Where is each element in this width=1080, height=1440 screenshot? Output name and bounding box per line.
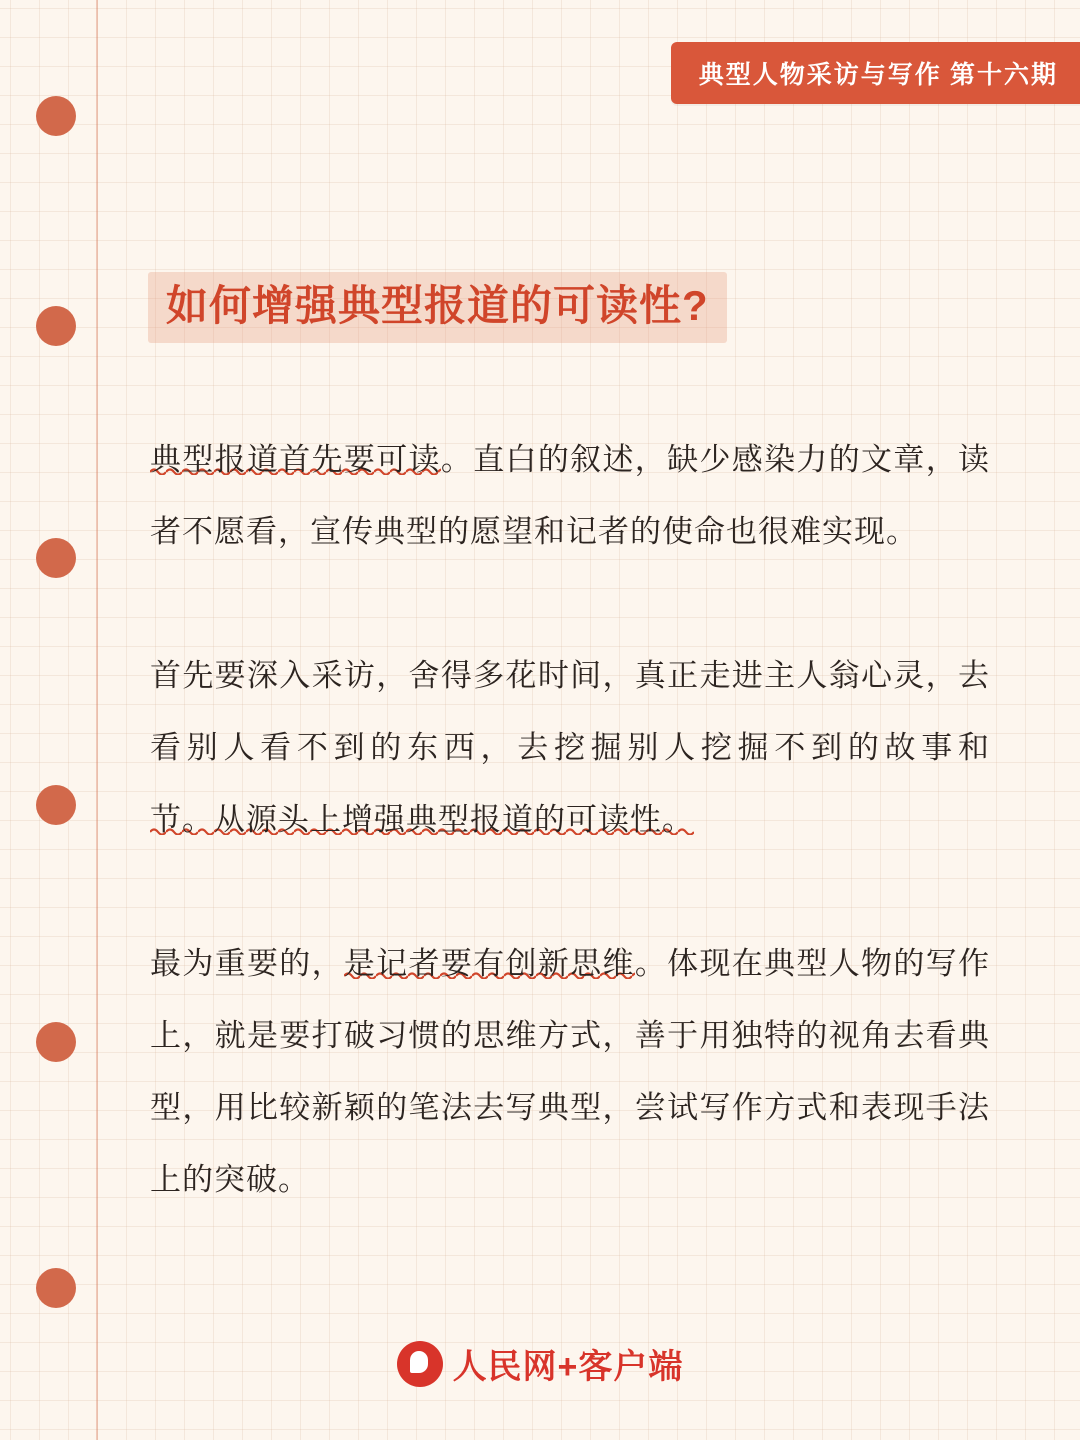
series-badge: 典型人物采访与写作 第十六期 [671,42,1080,104]
paragraph-1-rest: 。直白的叙述，缺少感染力的文章，读者不愿看，宣传典型的愿望和记者的使命也很难实现。 [150,442,991,549]
page-title [148,272,727,343]
speech-bubble-icon [397,1341,443,1387]
paragraph-3-lead: 最为重要的， [150,946,344,981]
binder-dot [36,306,76,346]
footer-brand [0,1339,1080,1388]
binder-dot [36,1022,76,1062]
binder-dots [0,0,96,1440]
paragraph-3 [150,928,990,1216]
emphasis-phrase: 节。从源头上增强典型报道的可读性。 [150,802,694,837]
margin-rule [96,0,98,1440]
binder-dot [36,785,76,825]
binder-dot [36,1268,76,1308]
emphasis-phrase: 典型报道首先要可读 [150,442,441,477]
page-title-text: 如何增强典型报道的可读性? [166,282,709,329]
paragraph-3-rest: 。体现在典型人物的写作上，就是要打破习惯的思维方式，善于用独特的视角去看典型，用比较新颖的笔法去写典型，尝试写作方式和表现手法上的突破。 [150,946,991,1197]
article-body [150,424,990,1216]
paragraph-2-lead: 首先要深入采访，舍得多花时间，真正走进主人翁心灵，去看别人看不到的东西，去挖掘别人挖掘不到的故事和 [150,658,990,765]
paragraph-2 [150,640,990,856]
binder-dot [36,538,76,578]
paragraph-1 [150,424,990,568]
binder-dot [36,96,76,136]
emphasis-phrase: 是记者要有创新思维 [343,946,635,981]
footer-brand-text: 人民网+客户端 [452,1348,684,1386]
